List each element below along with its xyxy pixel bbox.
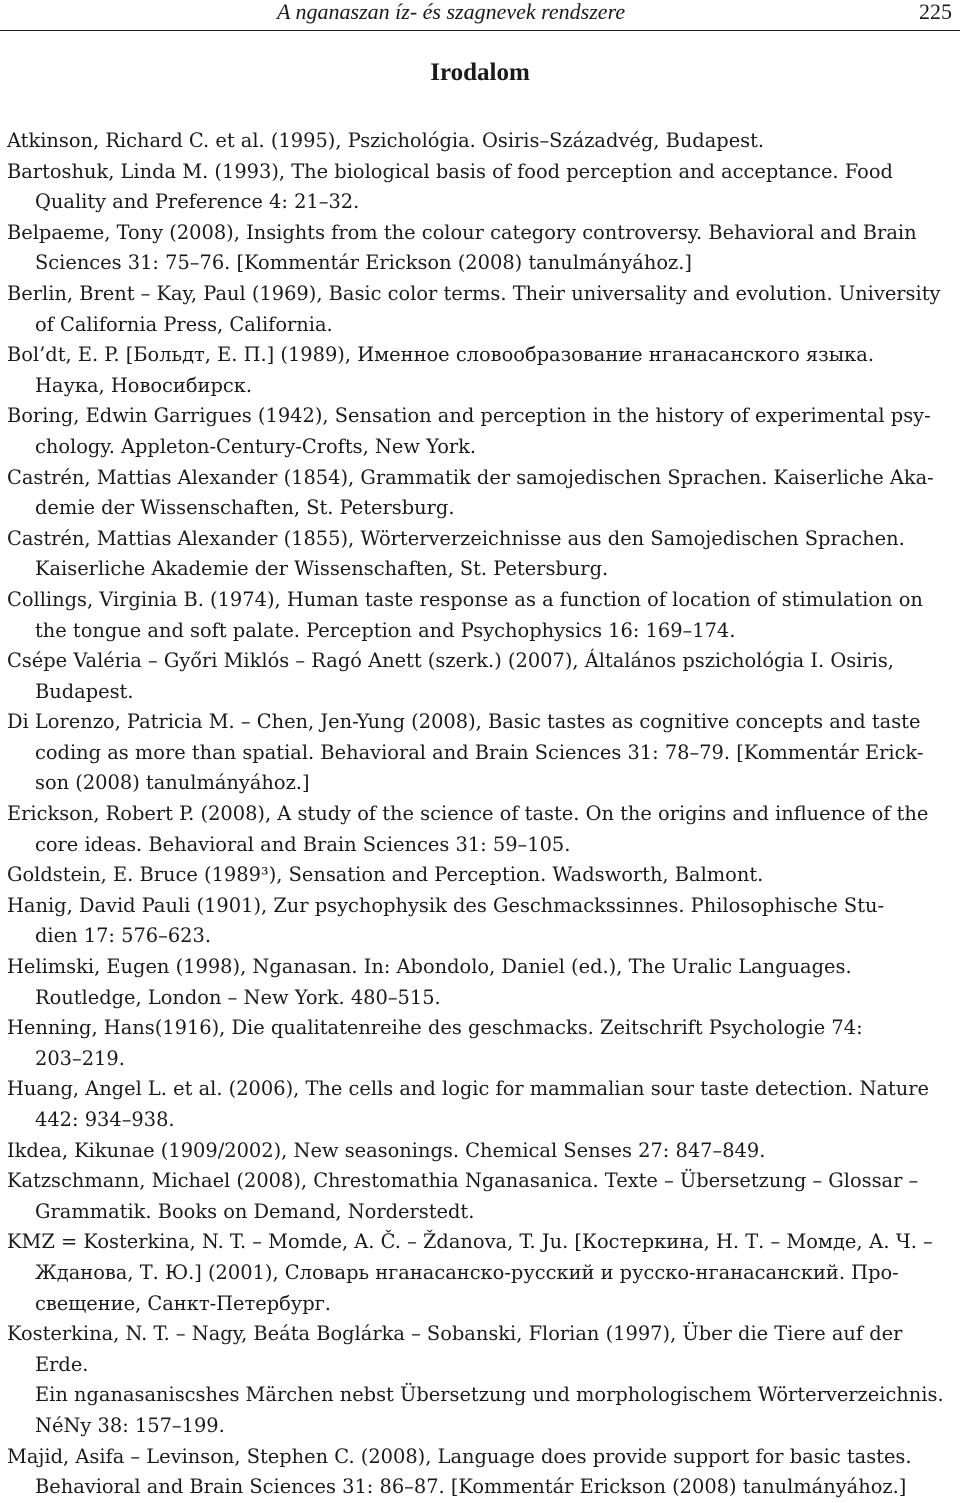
bibliography-entry: Ikdea, Kikunae (1909/2002), New seasonings. Chemical Senses 27: 847–849. [7,1138,766,1162]
bibliography-entry: Berlin, Brent – Kay, Paul (1969), Basic color terms. Their universality and evolution. University of California Press, California. [7,281,941,336]
bibliography-entry: Atkinson, Richard C. et al. (1995), Pszichológia. Osiris–Századvég, Budapest. [7,129,765,152]
bibliography-entry: Castrén, Mattias Alexander (1855), Wörterverzeichnisse aus den Samojedischen Sprachen. Kaiserliche Akademie der Wissenschaften, St. Petersburg. [7,526,905,581]
running-title: A nganaszan íz- és szagnevek rendszere [277,0,626,24]
running-head [0,0,960,31]
bibliography-entry: Castrén, Mattias Alexander (1854), Grammatik der samojedischen Sprachen. Kaiserliche Aka- demie der Wissenschaften, St. Petersburg. [7,465,934,520]
bibliography-entry: Huang, Angel L. et al. (2006), The cells and logic for mammalian sour taste detection. Nature 442: 934–938. [7,1077,930,1131]
bibliography-entry: Boring, Edwin Garrigues (1942), Sensation and perception in the history of experimental psy- chology. Appleton-Century-Crofts, New York. [7,404,931,458]
bibliography-entry: Goldstein, E. Bruce (1989³), Sensation and Perception. Wadsworth, Balmont. [7,863,764,887]
bibliography-entry: Helimski, Eugen (1998), Nganasan. In: Abondolo, Daniel (ed.), The Uralic Languages. Routledge, London – New York. 480–515. [7,955,852,1009]
bibliography-entry: Kosterkina, N. T. – Nagy, Beáta Boglárka – Sobanski, Florian (1997), Über die Tiere auf der Erde. Ein nganasaniscshes Märchen nebst Übersetzung und morphologischem Wörterverzeichnis. NéNy 38: 157–199. [7,1322,944,1437]
bibliography-entry: Collings, Virginia B. (1974), Human taste response as a function of location of stimulation on the tongue and soft palate. Perception and Psychophysics 16: 169–174. [7,587,923,642]
bibliography-entry: Henning, Hans(1916), Die qualitatenreihe des geschmacks. Zeitschrift Psychologie 74: 203–219. [7,1016,863,1070]
bibliography-entry: Bartoshuk, Linda M. (1993), The biological basis of food perception and acceptance. Food Quality and Preference 4: 21–32. [7,159,893,214]
bibliography-entry: Bol’dt, E. P. [Больдт, Е. П.] (1989), Именное словообразование нганасанского языка. Наука, Новосибирск. [7,343,875,397]
bibliography-entry: Katzschmann, Michael (2008), Chrestomathia Nganasanica. Texte – Übersetzung – Glossar – Grammatik. Books on Demand, Norderstedt. [7,1169,919,1223]
bibliography-entry: Di Lorenzo, Patricia M. – Chen, Jen-Yung (2008), Basic tastes as cognitive concepts and taste coding as more than spatial. Behavioral and Brain Sciences 31: 78–79. [Kommentár Erick- son (2008) tanulmányához.] [7,710,924,795]
bibliography-entry: KMZ = Kosterkina, N. T. – Momde, A. Č. – Ždanova, T. Ju. [Костеркина, Н. Т. – Момде, А. Ч. – Жданова, Т. Ю.] (2001), Словарь нганасанско-русский и русско-нганасанский. Про- свещение, Санкт-Петербург. [7,1230,933,1315]
section-title: Irodalom [430,59,530,86]
bibliography-entry: Majid, Asifa – Levinson, Stephen C. (2008), Language does provide support for basic tastes. Behavioral and Brain Sciences 31: 86–87. [Kommentár Erickson (2008) tanulmányához.] [7,1444,912,1499]
page-number: 225 [919,0,952,24]
bibliography-entry: Belpaeme, Tony (2008), Insights from the colour category controversy. Behavioral and Brain Sciences 31: 75–76. [Kommentár Erickson (2008) tanulmányához.] [7,220,917,275]
bibliography-entry: Csépe Valéria – Győri Miklós – Ragó Anett (szerk.) (2007), Általános pszichológia I. Osiris, Budapest. [7,649,894,703]
bibliography-entry: Erickson, Robert P. (2008), A study of the science of taste. On the origins and influence of the core ideas. Behavioral and Brain Sciences 31: 59–105. [7,802,929,856]
bibliography-entry: Hanig, David Pauli (1901), Zur psychophysik des Geschmackssinnes. Philosophische Stu- dien 17: 576–623. [7,893,885,948]
bibliography-list [7,126,957,1503]
